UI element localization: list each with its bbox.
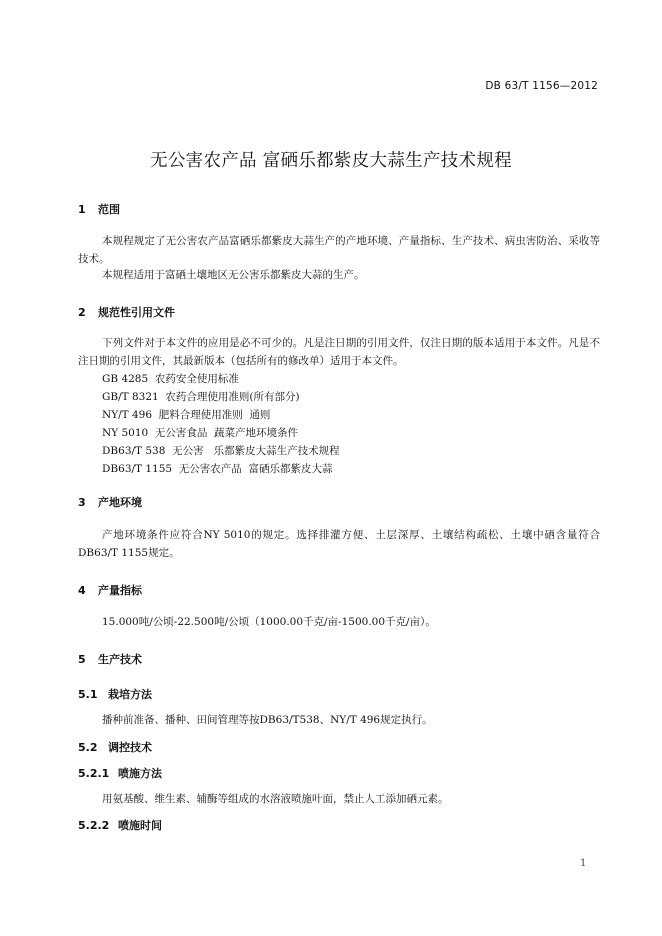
section-number: 5	[78, 653, 86, 666]
section-title: 产地环境	[98, 496, 142, 509]
subsection-title: 喷施方法	[118, 767, 162, 780]
reference-item: GB 4285 农药安全使用标准	[102, 373, 239, 385]
section-number: 1	[78, 203, 86, 216]
section-3-heading	[78, 494, 142, 510]
subsection-5-1-paragraph: 播种前准备、播种、田间管理等按DB63/T538、NY/T 496规定执行。	[102, 714, 433, 726]
section-2-heading	[78, 304, 175, 320]
subsection-number: 5.2.1	[78, 767, 110, 780]
subsection-5-2-heading	[78, 739, 152, 755]
section-number: 4	[78, 584, 86, 597]
reference-item: GB/T 8321 农药合理使用准则(所有部分)	[102, 391, 300, 403]
section-4-paragraph-1: 15.000吨/公顷-22.500吨/公顷（1000.00千克/亩-1500.00千克/亩）。	[102, 616, 436, 628]
section-2-paragraph-1: 下列文件对于本文件的应用是必不可少的。凡是注日期的引用文件，仅注日期的版本适用于本文件。凡是不注日期的引用文件，其最新版本（包括所有的修改单）适用于本文件。	[78, 337, 600, 367]
section-number: 3	[78, 496, 86, 509]
subsection-number: 5.2.2	[78, 819, 110, 832]
section-5-heading	[78, 651, 142, 667]
section-4-heading	[78, 582, 142, 598]
subsection-number: 5.1	[78, 688, 98, 701]
subsection-5-2-1-paragraph: 用氨基酸、维生素、辅酶等组成的水溶液喷施叶面，禁止人工添加硒元素。	[102, 793, 449, 805]
section-title: 规范性引用文件	[98, 306, 175, 319]
subsection-5-2-1-heading	[78, 765, 162, 781]
subsection-5-2-2-heading	[78, 817, 162, 833]
section-title: 生产技术	[98, 653, 142, 666]
document-title: 无公害农产品 富硒乐都紫皮大蒜生产技术规程	[150, 151, 512, 171]
standard-code: DB 63/T 1156—2012	[485, 80, 598, 92]
page-number: 1	[580, 858, 587, 869]
subsection-title: 喷施时间	[118, 819, 162, 832]
section-1-paragraph-2: 本规程适用于富硒土壤地区无公害乐都紫皮大蒜的生产。	[102, 269, 365, 281]
reference-item: NY/T 496 肥料合理使用准则 通则	[102, 409, 271, 421]
section-1-heading	[78, 201, 120, 217]
reference-item: DB63/T 538 无公害 乐都紫皮大蒜生产技术规程	[102, 445, 340, 457]
subsection-title: 栽培方法	[108, 688, 152, 701]
subsection-number: 5.2	[78, 741, 98, 754]
section-number: 2	[78, 306, 86, 319]
section-title: 产量指标	[98, 584, 142, 597]
subsection-title: 调控技术	[108, 741, 152, 754]
section-3-paragraph-1: 产地环境条件应符合NY 5010的规定。选择排灌方便、土层深厚、土壤结构疏松、土壤中硒含量符合DB63/T 1155规定。	[78, 529, 600, 559]
section-1-paragraph-1: 本规程规定了无公害农产品富硒乐都紫皮大蒜生产的产地环境、产量指标、生产技术、病虫害防治、采收等技术。	[78, 235, 600, 265]
section-title: 范围	[98, 203, 120, 216]
reference-item: NY 5010 无公害食品 蔬菜产地环境条件	[102, 427, 299, 439]
subsection-5-1-heading	[78, 686, 152, 702]
reference-item: DB63/T 1155 无公害农产品 富硒乐都紫皮大蒜	[102, 463, 333, 475]
